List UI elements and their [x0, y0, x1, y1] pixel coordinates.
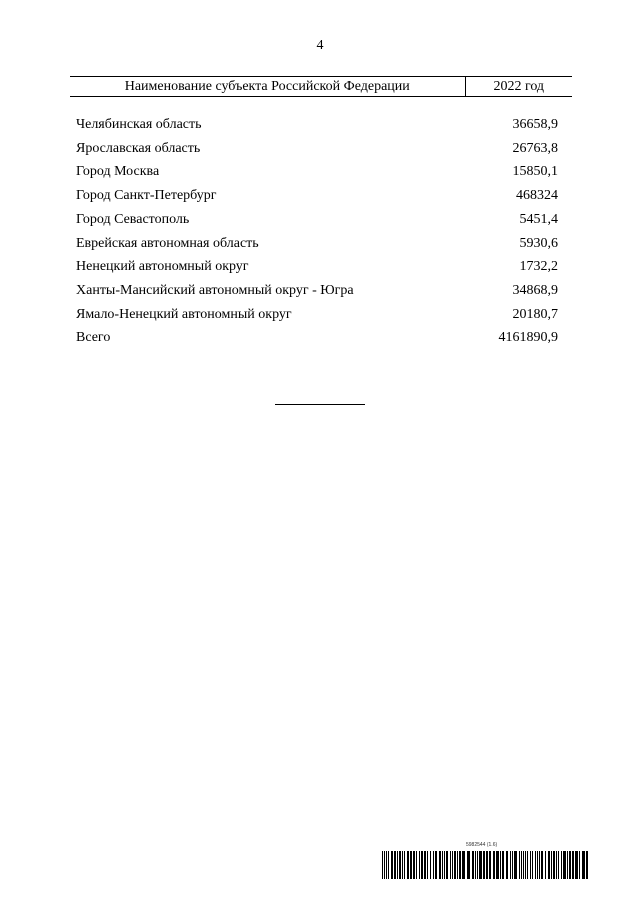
barcode-bar	[416, 851, 417, 879]
barcode-bar	[472, 851, 474, 879]
barcode-bar	[386, 851, 387, 879]
barcode	[382, 842, 588, 880]
table-spacer-row	[70, 97, 572, 114]
barcode-bar	[486, 851, 488, 879]
barcode-bar	[514, 851, 517, 879]
row-value: 1732,2	[519, 259, 558, 275]
barcode-bar	[462, 851, 465, 879]
barcode-bar	[586, 851, 588, 879]
table-row	[70, 208, 572, 232]
barcode-bar	[551, 851, 552, 879]
barcode-bar	[502, 851, 504, 879]
barcode-bar	[489, 851, 491, 879]
barcode-bar	[569, 851, 571, 879]
row-value: 468324	[516, 188, 558, 204]
barcode-bar	[454, 851, 456, 879]
table-container	[70, 76, 572, 350]
row-subject-name: Еврейская автономная область	[76, 235, 259, 251]
barcode-bar	[413, 851, 415, 879]
row-value: 4161890,9	[498, 330, 558, 346]
barcode-bar	[582, 851, 585, 879]
barcode-bar	[541, 851, 543, 879]
barcode-bar	[535, 851, 536, 879]
row-subject-name: Ханты-Мансийский автономный округ - Югра	[76, 282, 354, 298]
barcode-bar	[394, 851, 396, 879]
barcode-bar	[402, 851, 403, 879]
row-subject-name: Город Москва	[76, 164, 160, 180]
barcode-bar	[510, 851, 511, 879]
barcode-bar	[452, 851, 453, 879]
barcode-bar	[493, 851, 495, 879]
row-subject-name: Ярославская область	[76, 140, 201, 156]
row-subject-name: Ямало-Ненецкий автономный округ	[76, 306, 292, 322]
table-row	[70, 232, 572, 256]
barcode-bar	[539, 851, 540, 879]
barcode-bar	[382, 851, 383, 879]
table-row	[70, 303, 572, 327]
barcode-bar	[553, 851, 555, 879]
barcode-bar	[545, 851, 546, 879]
barcode-bar	[439, 851, 441, 879]
barcode-bar	[567, 851, 568, 879]
row-subject-name: Город Севастополь	[76, 211, 190, 227]
row-value: 36658,9	[512, 117, 558, 132]
table-row-total	[70, 326, 572, 350]
barcode-bar	[397, 851, 398, 879]
barcode-bar	[537, 851, 538, 879]
barcode-bar	[419, 851, 420, 879]
barcode-bar	[561, 851, 562, 879]
table-row	[70, 160, 572, 184]
barcode-bars	[382, 851, 588, 879]
table-row	[70, 137, 572, 161]
barcode-bar	[563, 851, 566, 879]
barcode-bar	[399, 851, 401, 879]
barcode-bar	[427, 851, 428, 879]
row-value: 34868,9	[512, 282, 558, 298]
barcode-bar	[483, 851, 485, 879]
row-subject-name: Всего	[76, 330, 111, 346]
barcode-bar	[532, 851, 533, 879]
column-header-subject: Наименование субъекта Российской Федерации	[70, 77, 465, 97]
barcode-bar	[500, 851, 501, 879]
row-value: 20180,7	[512, 306, 558, 322]
table-header-row	[70, 77, 572, 97]
barcode-caption: 5982544 (1.6)	[466, 842, 498, 848]
table-row	[70, 184, 572, 208]
table-row	[70, 279, 572, 303]
barcode-bar	[421, 851, 423, 879]
row-value: 26763,8	[512, 140, 558, 156]
barcode-bar	[407, 851, 409, 879]
barcode-bar	[527, 851, 528, 879]
barcode-bar	[530, 851, 531, 879]
barcode-bar	[525, 851, 526, 879]
barcode-bar	[479, 851, 482, 879]
barcode-bar	[459, 851, 461, 879]
barcode-bar	[384, 851, 385, 879]
table-row	[70, 255, 572, 279]
data-table	[70, 76, 572, 350]
page-number: 4	[316, 38, 324, 53]
barcode-bar	[579, 851, 580, 879]
row-subject-name: Город Санкт-Петербург	[76, 188, 217, 204]
barcode-bar	[404, 851, 405, 879]
barcode-bar	[558, 851, 559, 879]
barcode-bar	[506, 851, 508, 879]
barcode-bar	[477, 851, 478, 879]
barcode-bar	[556, 851, 557, 879]
barcode-bar	[450, 851, 451, 879]
barcode-bar	[496, 851, 499, 879]
barcode-bar	[457, 851, 458, 879]
barcode-bar	[519, 851, 520, 879]
barcode-bar	[410, 851, 412, 879]
barcode-bar	[424, 851, 426, 879]
barcode-bar	[435, 851, 437, 879]
barcode-bar	[575, 851, 578, 879]
barcode-bar	[512, 851, 513, 879]
row-subject-name: Челябинская область	[76, 117, 202, 132]
barcode-bar	[388, 851, 389, 879]
barcode-bar	[572, 851, 574, 879]
barcode-bar	[521, 851, 522, 879]
barcode-bar	[430, 851, 431, 879]
table-row	[70, 113, 572, 137]
barcode-bar	[475, 851, 476, 879]
barcode-bar	[548, 851, 550, 879]
end-of-document-rule	[275, 404, 365, 405]
row-value: 5930,6	[519, 235, 558, 251]
barcode-bar	[442, 851, 443, 879]
column-header-year: 2022 год	[465, 77, 572, 97]
barcode-bar	[444, 851, 445, 879]
barcode-bar	[433, 851, 434, 879]
row-value: 5451,4	[519, 211, 558, 227]
row-value: 15850,1	[512, 164, 558, 180]
barcode-bar	[523, 851, 524, 879]
barcode-bar	[391, 851, 393, 879]
barcode-bar	[467, 851, 470, 879]
row-subject-name: Ненецкий автономный округ	[76, 259, 249, 275]
barcode-bar	[446, 851, 448, 879]
